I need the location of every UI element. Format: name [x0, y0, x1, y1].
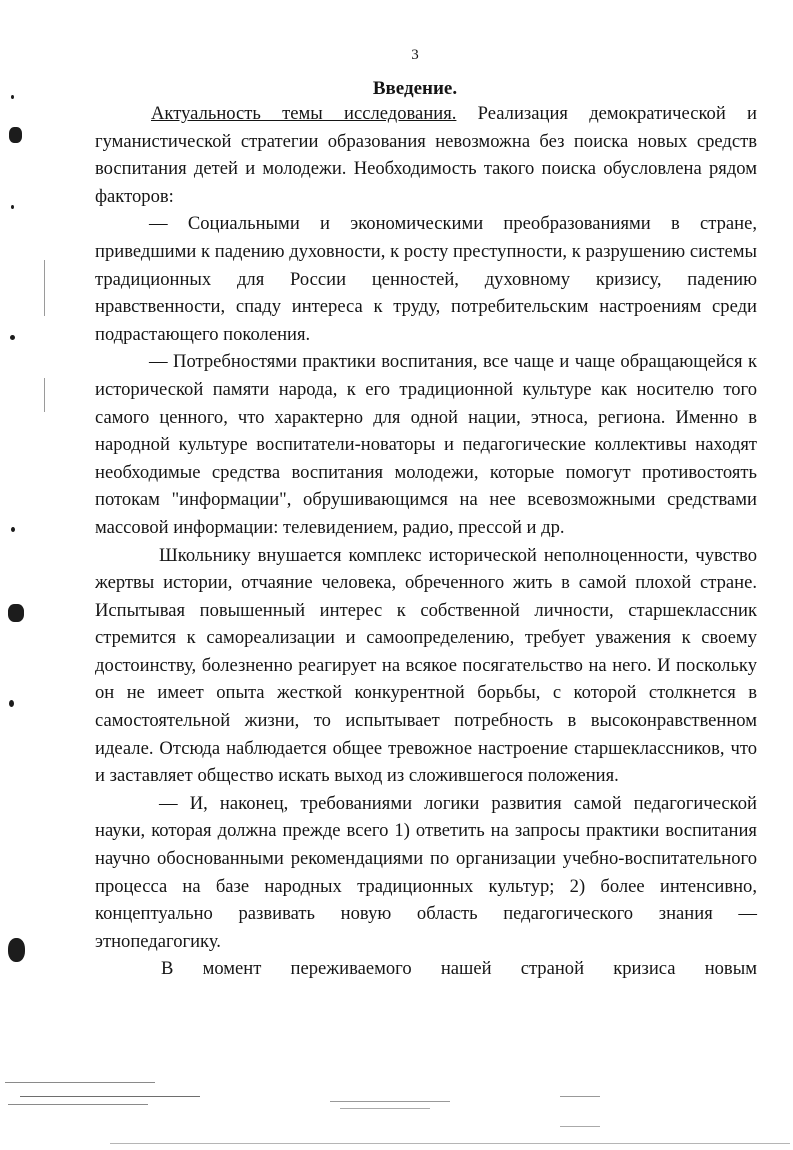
word: В [161, 958, 174, 980]
list-paragraph: — Потребностями практики воспитания, все чаще и чаще обращающейся к исторической памяти народа, к его традиционной культуре как носителю того самого ценного, что характерно для одной нации, этноса, региона. Именно в народной культуре воспитатели-новаторы и педагогические коллективы находят необходимые средства воспитания молодежи, которые помогут противостоять потокам "информации", обрушивающимся на нее всевозможными средствами массовой информации: телевидением, радио, прессой и др. [95, 351, 757, 538]
binder-hole-mark [8, 604, 24, 622]
scan-noise-line [8, 1104, 148, 1105]
scan-speck [9, 700, 14, 707]
word: страной [520, 958, 585, 980]
scan-edge-line [44, 260, 45, 316]
list-paragraph: — Социальными и экономическими преобразованиями в стране, приведшими к падению духовности, к росту преступности, к разрушению системы традиционных для России ценностей, духовному кризису, падению нравственности, спаду интереса к труду, потребительским настроениям среди подрастающего поколения. [95, 213, 757, 345]
scan-noise-line [340, 1108, 430, 1109]
paragraph-text: Реализация демократической и гуманистической стратегии образования невозможна без поиска новых средств воспитания детей и молодежи. Необходимость такого поиска обусловлена рядом факторов: [95, 103, 758, 207]
word: новым [704, 958, 757, 980]
scan-noise-line [20, 1096, 200, 1097]
word: переживаемого [290, 958, 412, 980]
paragraph-last-line [95, 955, 757, 983]
binder-hole-mark [8, 938, 25, 962]
scan-noise-line [110, 1143, 790, 1144]
scan-speck [11, 205, 14, 209]
word: нашей [440, 958, 492, 980]
paragraph: Школьнику внушается комплекс исторической неполноценности, чувство жертвы истории, отчаяние человека, обреченного жить в самой плохой стране. Испытывая повышенный интерес к собственной личности, старшеклассник стремится к самореализации и самоопределению, требует уважения к своему достоинству, болезненно реагирует на всякое посягательство на него. И поскольку он не имеет опыта жесткой конкурентной борьбы, с которой столкнется в самостоятельной жизни, то испытывает потребность в высоконравственном идеале. Отсюда наблюдается общее тревожное настроение старшеклассников, что и заставляет общество искать выход из сложившегося положения. [95, 544, 757, 787]
word: момент [202, 958, 262, 980]
scan-edge-line [44, 378, 45, 412]
page-title: Введение. [372, 78, 458, 99]
scan-noise-line [5, 1082, 155, 1083]
scan-noise-line [560, 1096, 600, 1097]
scan-speck [10, 335, 15, 340]
paragraph [95, 100, 757, 210]
scan-speck [11, 527, 15, 532]
word: кризиса [613, 958, 676, 980]
scan-noise-line [330, 1101, 450, 1102]
body-text [95, 100, 757, 983]
binder-hole-mark [9, 127, 22, 143]
scan-noise-line [560, 1126, 600, 1127]
page-number: 3 [411, 47, 419, 63]
list-paragraph: — И, наконец, требованиями логики развития самой педагогической науки, которая должна прежде всего 1) ответить на запросы практики воспитания научно обоснованными рекомендациями по организации учебно-воспитательного процесса на базе народных традиционных культур; 2) более интенсивно, концептуально развивать новую область педагогического знания — этнопедагогику. [95, 792, 757, 952]
section-heading-inline: Актуальность темы исследования. [151, 103, 457, 124]
